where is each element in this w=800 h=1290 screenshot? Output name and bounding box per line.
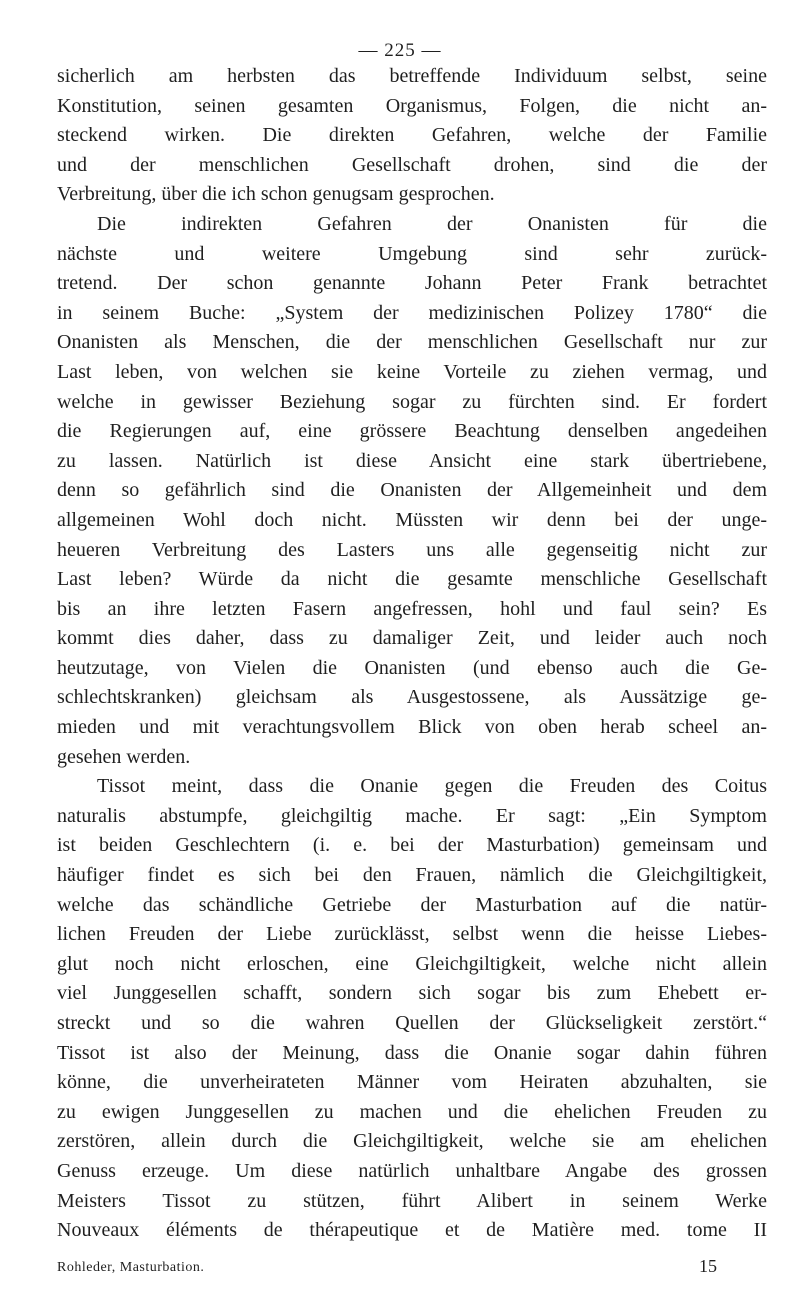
text-line: zu lassen. Natürlich ist diese Ansicht eine stark übertriebene, <box>57 449 767 472</box>
text-line: welche in gewisser Beziehung sogar zu fürchten sind. Er fordert <box>57 390 767 413</box>
text-line: Meisters Tissot zu stützen, führt Alibert in seinem Werke <box>57 1189 767 1212</box>
text-line: und der menschlichen Gesellschaft drohen, sind die der <box>57 153 767 176</box>
text-line: mieden und mit verachtungsvollem Blick von oben herab scheel an- <box>57 716 767 739</box>
text-line: in seinem Buche: „System der medizinischen Polizey 1780“ die <box>57 301 767 324</box>
text-line: tretend. Der schon genannte Johann Peter Frank betrachtet <box>57 272 767 295</box>
text-line: Onanisten als Menschen, die der menschlichen Gesellschaft nur zur <box>57 331 767 354</box>
text-line: Last leben? Würde da nicht die gesamte menschliche Gesellschaft <box>57 568 767 591</box>
text-line: naturalis abstumpfe, gleichgiltig mache. Er sagt: „Ein Symptom <box>57 804 767 827</box>
text-line: Tissot ist also der Meinung, dass die Onanie sogar dahin führen <box>57 1041 767 1064</box>
signature-mark: 15 <box>699 1256 717 1276</box>
page-footer <box>57 1256 767 1280</box>
text-line: zerstören, allein durch die Gleichgiltigkeit, welche sie am ehelichen <box>57 1130 767 1153</box>
text-line: denn so gefährlich sind die Onanisten der Allgemeinheit und dem <box>57 479 767 502</box>
text-line: lichen Freuden der Liebe zurücklässt, selbst wenn die heisse Liebes- <box>57 923 767 946</box>
text-line: gesehen werden. <box>57 745 191 768</box>
text-line: nächste und weitere Umgebung sind sehr zurück- <box>57 242 767 265</box>
text-line: schlechtskranken) gleichsam als Ausgestossene, als Aussätzige ge- <box>57 686 767 709</box>
text-line: sicherlich am herbsten das betreffende Individuum selbst, seine <box>57 65 767 87</box>
text-line: Nouveaux éléments de thérapeutique et de Matière med. tome II <box>57 1219 767 1242</box>
text-line: die Regierungen auf, eine grössere Beachtung denselben angedeihen <box>57 420 767 443</box>
text-line: glut noch nicht erloschen, eine Gleichgiltigkeit, welche nicht allein <box>57 952 767 975</box>
text-line: Genuss erzeuge. Um diese natürlich unhaltbare Angabe des grossen <box>57 1159 767 1182</box>
text-line: welche das schändliche Getriebe der Masturbation auf die natür- <box>57 893 767 916</box>
text-line: Last leben, von welchen sie keine Vorteile zu ziehen vermag, und <box>57 360 767 383</box>
text-line: Tissot meint, dass die Onanie gegen die Freuden des Coitus <box>97 775 767 798</box>
text-line: Verbreitung, über die ich schon genugsam gesprochen. <box>57 183 495 206</box>
text-line: allgemeinen Wohl doch nicht. Müssten wir denn bei der unge- <box>57 508 767 531</box>
text-line: könne, die unverheirateten Männer vom Heiraten abzuhalten, sie <box>57 1071 767 1094</box>
text-line: zu ewigen Junggesellen zu machen und die ehelichen Freuden zu <box>57 1100 767 1123</box>
body-text <box>57 62 767 1246</box>
text-line: heutzutage, von Vielen die Onanisten (und ebenso auch die Ge- <box>57 656 767 679</box>
text-line: heueren Verbreitung des Lasters uns alle gegenseitig nicht zur <box>57 538 767 561</box>
text-line: viel Junggesellen schafft, sondern sich sogar bis zum Ehebett er- <box>57 982 767 1005</box>
footer-citation: Rohleder, Masturbation. <box>57 1260 205 1275</box>
text-line: Konstitution, seinen gesamten Organismus, Folgen, die nicht an- <box>57 94 767 117</box>
text-line: steckend wirken. Die direkten Gefahren, welche der Familie <box>57 124 767 147</box>
text-line: häufiger findet es sich bei den Frauen, nämlich die Gleichgiltigkeit, <box>57 864 767 887</box>
text-line: bis an ihre letzten Fasern angefressen, hohl und faul sein? Es <box>57 597 767 620</box>
text-line: streckt und so die wahren Quellen der Glückseligkeit zerstört.“ <box>57 1012 767 1034</box>
page-number: — 225 — <box>358 40 442 61</box>
text-line: kommt dies daher, dass zu damaliger Zeit, und leider auch noch <box>57 627 767 650</box>
text-line: ist beiden Geschlechtern (i. e. bei der Masturbation) gemeinsam und <box>57 834 767 857</box>
text-line: Die indirekten Gefahren der Onanisten für die <box>97 212 767 235</box>
